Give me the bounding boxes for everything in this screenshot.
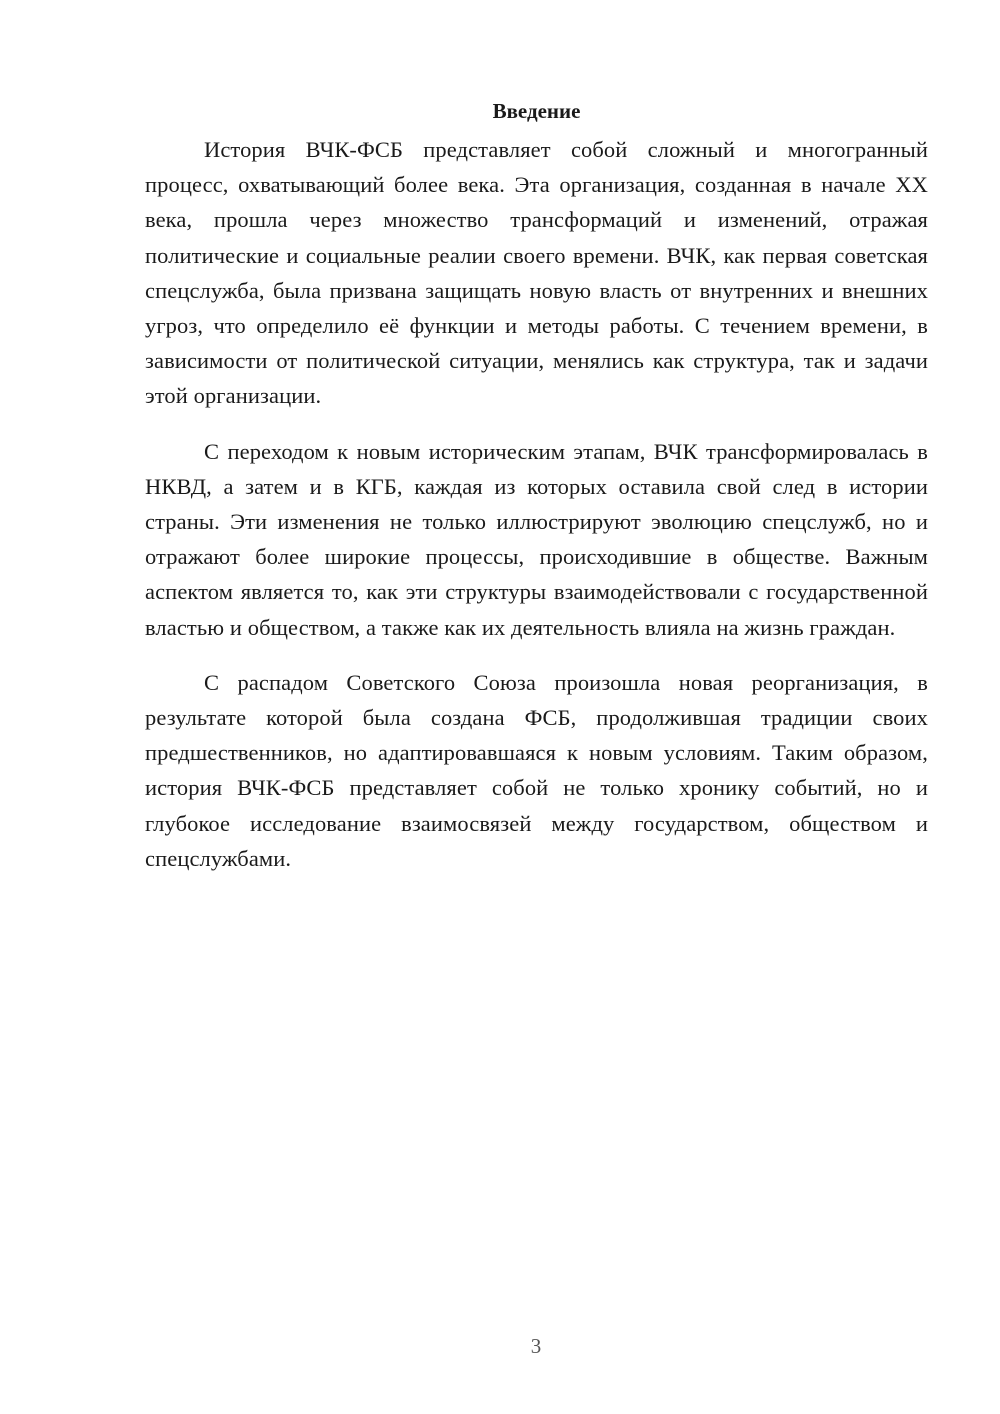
section-heading: Введение: [492, 99, 581, 123]
paragraph-1: История ВЧК-ФСБ представляет собой сложный и многогранный процесс, охватывающий более века. Эта организация, созданная в начале XX века, прошла через множество трансформаций и изменений, отражая политические и социальные реалии своего времени. ВЧК, как первая советская спецслужба, была призвана защищать новую власть от внутренних и внешних угроз, что определило её функции и методы работы. С течением времени, в зависимости от политической ситуации, менялись как структура, так и задачи этой организации.: [145, 137, 928, 409]
paragraph-2: С переходом к новым историческим этапам, ВЧК трансформировалась в НКВД, а затем и в КГБ, каждая из которых оставила свой след в истории страны. Эти изменения не только иллюстрируют эволюцию спецслужб, но и отражают более широкие процессы, происходившие в обществе. Важным аспектом является то, как эти структуры взаимодействовали с государственной властью и обществом, а также как их деятельность влияла на жизнь граждан.: [145, 438, 928, 640]
page-number: 3: [530, 1334, 542, 1358]
paragraph-3: С распадом Советского Союза произошла новая реорганизация, в результате которой была создана ФСБ, продолжившая традиции своих предшественников, но адаптировавшаяся к новым условиям. Таким образом, история ВЧК-ФСБ представляет собой не только хронику событий, но и глубокое исследование взаимосвязей между государством, обществом и спецслужбами.: [145, 669, 928, 871]
page-content: [145, 92, 928, 896]
